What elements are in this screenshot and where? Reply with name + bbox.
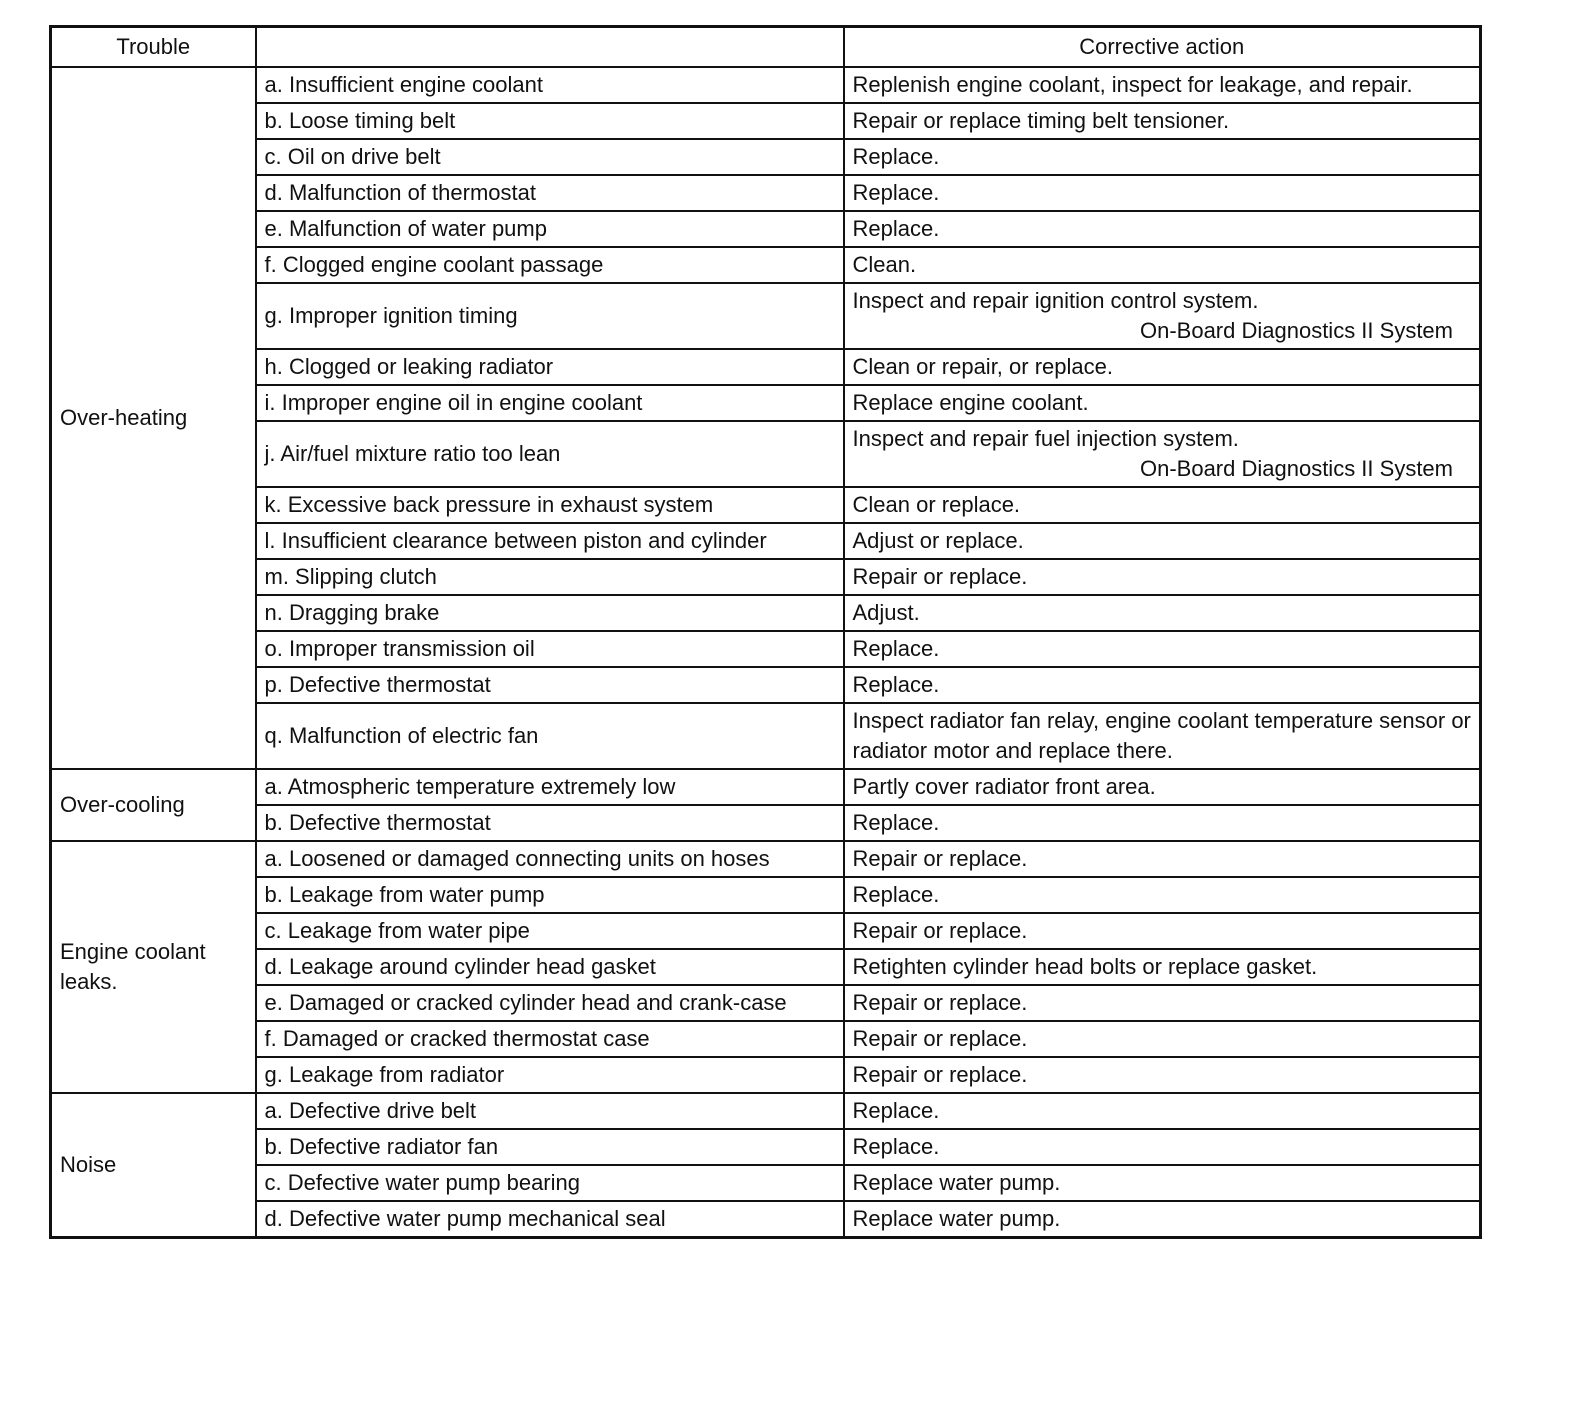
table-row bbox=[51, 1093, 1481, 1129]
header-trouble: Trouble bbox=[51, 27, 256, 68]
corrective-action-cell: Replace. bbox=[844, 877, 1481, 913]
table-row bbox=[51, 949, 1481, 985]
corrective-action-cell: Replace. bbox=[844, 175, 1481, 211]
cause-cell: e. Malfunction of water pump bbox=[256, 211, 844, 247]
table-row bbox=[51, 385, 1481, 421]
cause-cell: o. Improper transmission oil bbox=[256, 631, 844, 667]
corrective-action-cell: Repair or replace. bbox=[844, 913, 1481, 949]
cause-cell: d. Malfunction of thermostat bbox=[256, 175, 844, 211]
corrective-action-cell: Inspect radiator fan relay, engine coolant temperature sensor or radiator motor and replace there. bbox=[844, 703, 1481, 769]
table-row bbox=[51, 769, 1481, 805]
header-row bbox=[51, 27, 1481, 68]
cause-cell: g. Improper ignition timing bbox=[256, 283, 844, 349]
cause-cell: c. Defective water pump bearing bbox=[256, 1165, 844, 1201]
cause-cell: a. Loosened or damaged connecting units on hoses bbox=[256, 841, 844, 877]
cause-cell: p. Defective thermostat bbox=[256, 667, 844, 703]
table-row bbox=[51, 487, 1481, 523]
corrective-action-cell: Replace. bbox=[844, 1093, 1481, 1129]
header-corrective-action: Corrective action bbox=[844, 27, 1481, 68]
corrective-action-cell: Repair or replace. bbox=[844, 559, 1481, 595]
corrective-action-text: Inspect and repair fuel injection system. bbox=[852, 426, 1239, 451]
cause-cell: m. Slipping clutch bbox=[256, 559, 844, 595]
table-row bbox=[51, 703, 1481, 769]
table-row bbox=[51, 139, 1481, 175]
corrective-action-cell: Partly cover radiator front area. bbox=[844, 769, 1481, 805]
table-row bbox=[51, 421, 1481, 487]
cause-cell: h. Clogged or leaking radiator bbox=[256, 349, 844, 385]
cause-cell: d. Leakage around cylinder head gasket bbox=[256, 949, 844, 985]
cause-cell: f. Clogged engine coolant passage bbox=[256, 247, 844, 283]
table-row bbox=[51, 1129, 1481, 1165]
cause-cell: n. Dragging brake bbox=[256, 595, 844, 631]
table-row bbox=[51, 805, 1481, 841]
table-row bbox=[51, 667, 1481, 703]
table-row bbox=[51, 595, 1481, 631]
corrective-action-cell: Replace. bbox=[844, 667, 1481, 703]
cause-cell: f. Damaged or cracked thermostat case bbox=[256, 1021, 844, 1057]
table-row bbox=[51, 283, 1481, 349]
reference-link[interactable]: On-Board Diagnostics II System bbox=[1139, 318, 1453, 343]
cause-cell: i. Improper engine oil in engine coolant bbox=[256, 385, 844, 421]
corrective-action-cell: Clean or replace. bbox=[844, 487, 1481, 523]
corrective-action-cell: Repair or replace. bbox=[844, 985, 1481, 1021]
table-row bbox=[51, 1201, 1481, 1238]
cause-cell: g. Leakage from radiator bbox=[256, 1057, 844, 1093]
corrective-action-cell: Clean. bbox=[844, 247, 1481, 283]
trouble-cell: Over-heating bbox=[51, 67, 256, 769]
corrective-action-cell: Replace. bbox=[844, 139, 1481, 175]
cause-cell: b. Leakage from water pump bbox=[256, 877, 844, 913]
corrective-action-cell: Repair or replace. bbox=[844, 1057, 1481, 1093]
reference-link[interactable]: On-Board Diagnostics II System bbox=[1139, 456, 1453, 481]
corrective-action-cell: Replace water pump. bbox=[844, 1165, 1481, 1201]
table-row bbox=[51, 247, 1481, 283]
corrective-action-cell: Clean or repair, or replace. bbox=[844, 349, 1481, 385]
cause-cell: q. Malfunction of electric fan bbox=[256, 703, 844, 769]
table-row bbox=[51, 1165, 1481, 1201]
corrective-action-cell: Replace engine coolant. bbox=[844, 385, 1481, 421]
corrective-action-cell: Repair or replace timing belt tensioner. bbox=[844, 103, 1481, 139]
cause-cell: c. Oil on drive belt bbox=[256, 139, 844, 175]
trouble-cell: Noise bbox=[51, 1093, 256, 1238]
table-row bbox=[51, 559, 1481, 595]
corrective-action-cell: Replace. bbox=[844, 805, 1481, 841]
table-row bbox=[51, 913, 1481, 949]
table-row bbox=[51, 1057, 1481, 1093]
trouble-cell: Engine coolant leaks. bbox=[51, 841, 256, 1093]
cause-cell: c. Leakage from water pipe bbox=[256, 913, 844, 949]
cause-cell: b. Loose timing belt bbox=[256, 103, 844, 139]
corrective-action-cell: Retighten cylinder head bolts or replace gasket. bbox=[844, 949, 1481, 985]
header-cause bbox=[256, 27, 844, 68]
table-row bbox=[51, 67, 1481, 103]
cause-cell: k. Excessive back pressure in exhaust system bbox=[256, 487, 844, 523]
corrective-action-text: Inspect and repair ignition control system. bbox=[852, 288, 1259, 313]
cause-cell: b. Defective thermostat bbox=[256, 805, 844, 841]
table-row bbox=[51, 841, 1481, 877]
table-row bbox=[51, 877, 1481, 913]
corrective-action-cell bbox=[844, 283, 1481, 349]
corrective-action-cell: Repair or replace. bbox=[844, 1021, 1481, 1057]
cause-cell: l. Insufficient clearance between piston and cylinder bbox=[256, 523, 844, 559]
table-row bbox=[51, 211, 1481, 247]
cause-cell: j. Air/fuel mixture ratio too lean bbox=[256, 421, 844, 487]
corrective-action-cell: Replenish engine coolant, inspect for leakage, and repair. bbox=[844, 67, 1481, 103]
table-row bbox=[51, 523, 1481, 559]
cause-cell: e. Damaged or cracked cylinder head and crank-case bbox=[256, 985, 844, 1021]
table-body bbox=[51, 67, 1481, 1238]
corrective-action-cell bbox=[844, 421, 1481, 487]
table-row bbox=[51, 1021, 1481, 1057]
table-row bbox=[51, 985, 1481, 1021]
corrective-action-cell: Replace. bbox=[844, 211, 1481, 247]
cause-cell: a. Insufficient engine coolant bbox=[256, 67, 844, 103]
cause-cell: a. Atmospheric temperature extremely low bbox=[256, 769, 844, 805]
table-row bbox=[51, 103, 1481, 139]
corrective-action-cell: Adjust. bbox=[844, 595, 1481, 631]
trouble-table bbox=[49, 25, 1482, 1239]
corrective-action-cell: Replace. bbox=[844, 631, 1481, 667]
corrective-action-cell: Repair or replace. bbox=[844, 841, 1481, 877]
corrective-action-cell: Replace water pump. bbox=[844, 1201, 1481, 1238]
table-row bbox=[51, 175, 1481, 211]
corrective-action-cell: Replace. bbox=[844, 1129, 1481, 1165]
table-row bbox=[51, 349, 1481, 385]
corrective-action-cell: Adjust or replace. bbox=[844, 523, 1481, 559]
cause-cell: a. Defective drive belt bbox=[256, 1093, 844, 1129]
table-header bbox=[51, 27, 1481, 68]
cause-cell: d. Defective water pump mechanical seal bbox=[256, 1201, 844, 1238]
cause-cell: b. Defective radiator fan bbox=[256, 1129, 844, 1165]
table-row bbox=[51, 631, 1481, 667]
trouble-cell: Over-cooling bbox=[51, 769, 256, 841]
